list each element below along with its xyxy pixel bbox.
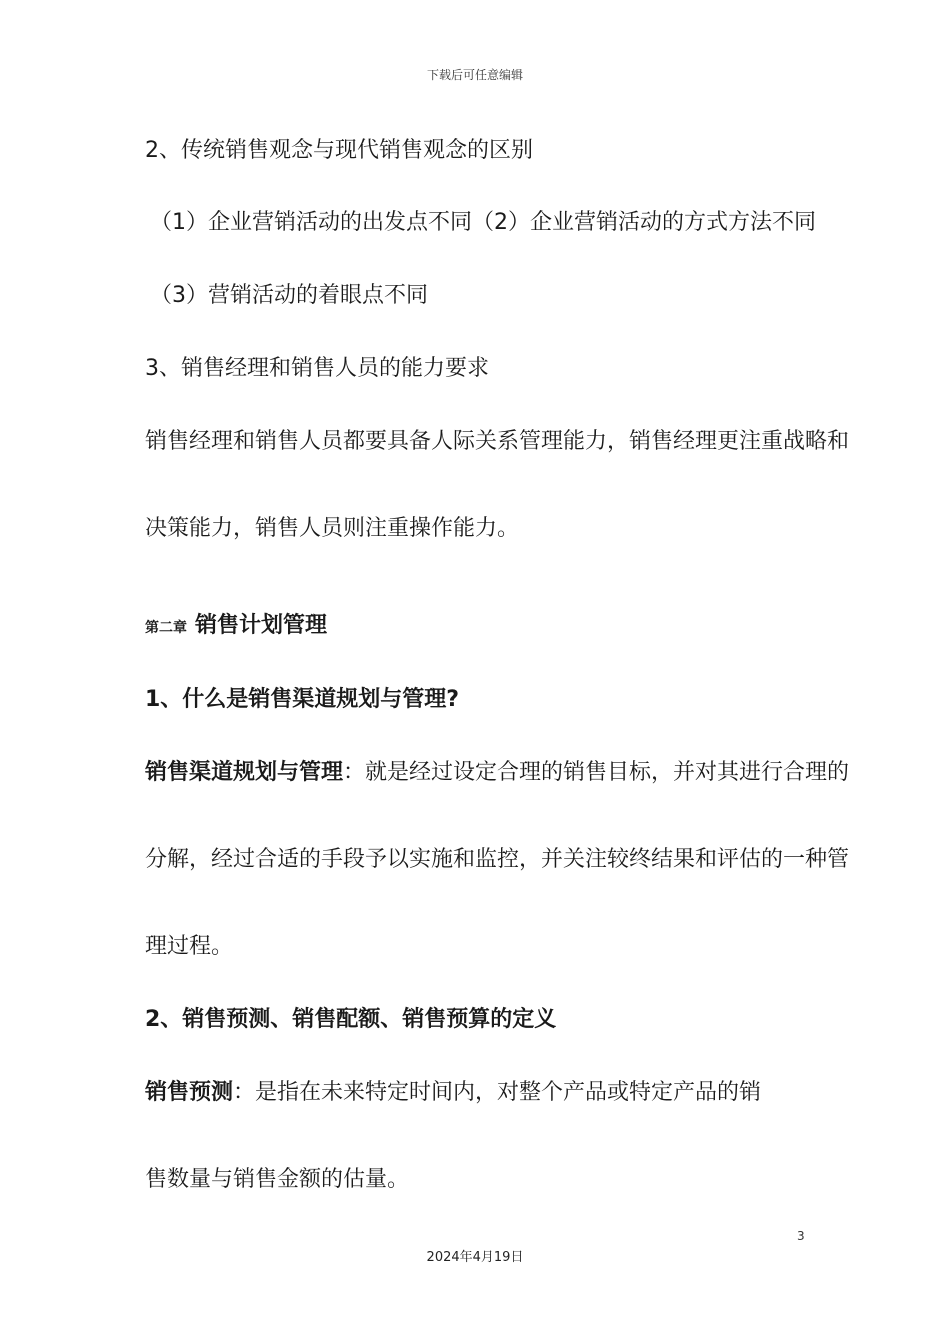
paragraph-line: 分解，经过合适的手段予以实施和监控，并关注较终结果和评估的一种管	[145, 847, 850, 872]
definition-line	[145, 759, 849, 787]
paragraph-line: （1）企业营销活动的出发点不同（2）企业营销活动的方式方法不同	[150, 210, 816, 235]
section-heading-2: 2、传统销售观念与现代销售观念的区别	[145, 138, 533, 163]
section-heading-3: 3、销售经理和销售人员的能力要求	[145, 356, 489, 381]
paragraph-line: 决策能力，销售人员则注重操作能力。	[145, 516, 520, 541]
question-heading-1: 1、什么是销售渠道规划与管理?	[145, 687, 460, 712]
definition-text: ：是指在未来特定时间内，对整个产品或特定产品的销	[233, 1080, 762, 1105]
definition-line	[145, 1079, 761, 1107]
paragraph-line: 销售经理和销售人员都要具备人际关系管理能力，销售经理更注重战略和	[145, 429, 850, 454]
question-heading-2: 2、销售预测、销售配额、销售预算的定义	[145, 1007, 557, 1032]
chapter-title: 销售计划管理	[195, 613, 328, 638]
definition-text: ：就是经过设定合理的销售目标，并对其进行合理的	[343, 760, 850, 785]
paragraph-line: （3）营销活动的着眼点不同	[150, 283, 428, 308]
definition-term: 销售预测	[145, 1080, 234, 1105]
footer-date: 2024年4月19日	[426, 1250, 524, 1265]
chapter-heading	[145, 612, 327, 642]
definition-term: 销售渠道规划与管理	[145, 760, 344, 785]
page-number: 3	[797, 1229, 805, 1243]
chapter-number: 第二章	[145, 620, 187, 636]
paragraph-line: 售数量与销售金额的估量。	[145, 1167, 410, 1192]
page-header: 下载后可任意编辑	[426, 68, 523, 82]
paragraph-line: 理过程。	[145, 934, 234, 959]
